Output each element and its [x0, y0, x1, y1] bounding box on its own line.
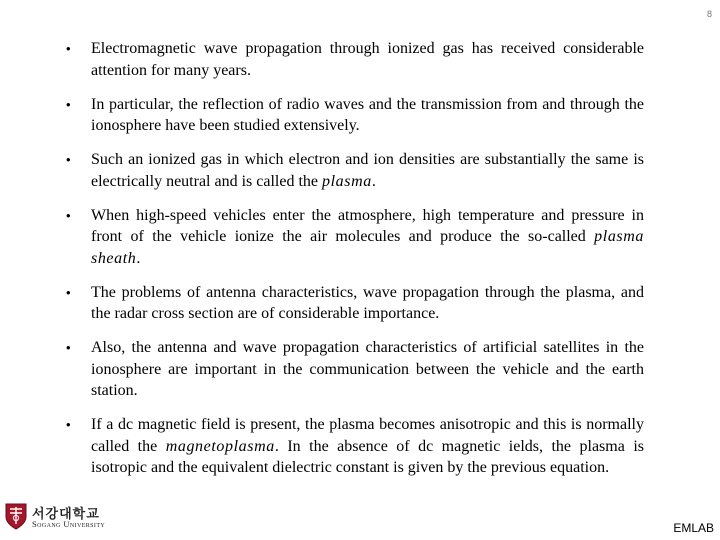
bullet-dot: • — [66, 96, 71, 112]
bullet-dot: • — [66, 207, 71, 223]
bullet-text: Electromagnetic wave propagation through ionized gas has received considerable attention for many years. — [91, 40, 644, 79]
bullet-text: Also, the antenna and wave propagation characteristics of artificial satellites in the ionosphere are important in the communication between the vehicle and the earth station. — [91, 339, 644, 399]
bullet-text: In particular, the reflection of radio waves and the transmission from and through the ionosphere have been studied extensively. — [91, 95, 644, 134]
bullet-text: When high-speed vehicles enter the atmosphere, high temperature and pressure in front of the vehicle ionize the air molecules and produce the so-called — [91, 206, 644, 245]
bullet-dot: • — [66, 417, 71, 432]
term-magnetoplasma: magnetoplasma — [165, 437, 275, 455]
university-logo — [4, 502, 114, 532]
bullet-dot: • — [66, 152, 71, 167]
bullet-item — [66, 94, 644, 137]
bullet-item — [66, 414, 644, 479]
bullet-item — [66, 205, 644, 270]
bullet-text-end: . — [371, 172, 376, 190]
page-number: 8 — [706, 9, 712, 19]
bullet-dot: • — [66, 340, 71, 355]
footer-label: EMLAB — [673, 521, 714, 535]
bullet-item — [66, 282, 644, 325]
term-plasma-sheath: plasma sheath — [91, 228, 644, 267]
bullet-item — [66, 337, 644, 402]
bullet-dot: • — [66, 41, 71, 56]
bullet-text: The problems of antenna characteristics, wave propagation through the plasma, and the radar cross section are of considerable importance. — [91, 283, 644, 322]
bullet-item — [66, 38, 644, 81]
bullet-text: Such an ionized gas in which electron and ion densities are substantially the same is electrically neutral and is called the — [91, 151, 644, 190]
bullet-dot: • — [66, 284, 71, 300]
bullet-text: If a dc magnetic field is present, the plasma becomes anisotropic and this is normally called the — [91, 416, 644, 455]
term-plasma: plasma — [322, 172, 372, 190]
logo-english-name: Sogang University — [32, 519, 106, 529]
bullet-text-end: . — [136, 249, 141, 267]
bullet-list — [66, 38, 644, 491]
logo-korean-name: 서강대학교 — [32, 507, 100, 522]
university-crest-icon — [4, 502, 28, 530]
bullet-item — [66, 149, 644, 192]
bullet-text-end: . In the absence of dc magnetic ields, the plasma is isotropic and the equivalent dielectric constant is given by the previous equation. — [91, 437, 644, 476]
